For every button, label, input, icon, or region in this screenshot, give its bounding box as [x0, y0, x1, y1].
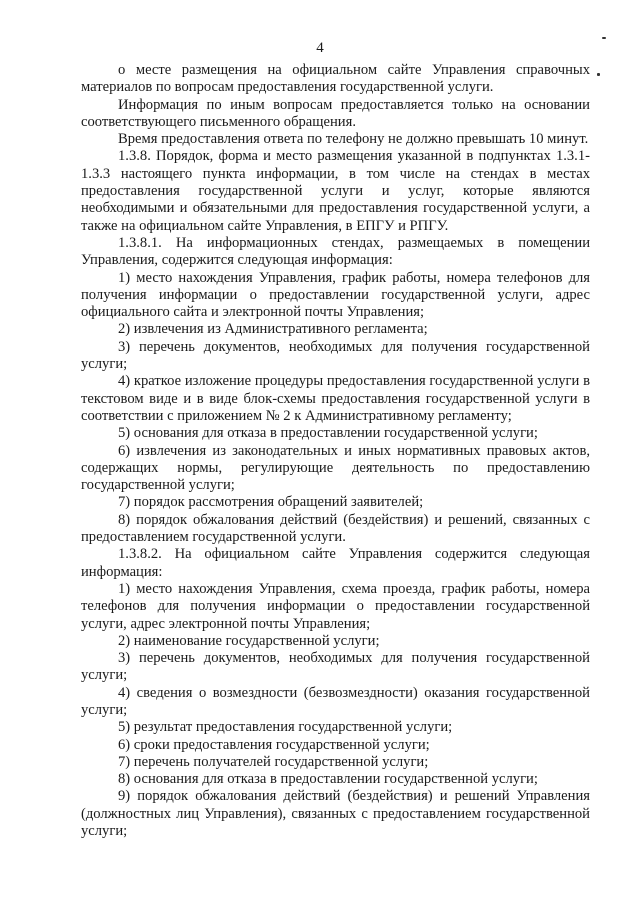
list-item: 1) место нахождения Управления, график работы, номера телефонов для получения информации о предоставлении государственной услуги, адрес официального сайта и электронной почты Управления; [81, 269, 590, 321]
paragraph: 1.3.8.2. На официальном сайте Управления содержится следующая информация: [81, 546, 590, 580]
list-item: 8) порядок обжалования действий (бездействия) и решений, связанных с предоставлением государственной услуги. [81, 511, 590, 546]
list-item: 8) основания для отказа в предоставлении государственной услуги; [118, 771, 538, 788]
list-item: 4) краткое изложение процедуры предоставления государственной услуги в текстовом виде и в виде блок-схемы предоставления государственной услуги в соответствии с приложением № 2 к Административному регламенту; [81, 373, 590, 424]
scan-mark [602, 37, 606, 39]
list-item: 6) извлечения из законодательных и иных нормативных правовых актов, содержащих нормы, регулирующие деятельность по предоставлению государственной услуги; [81, 442, 590, 494]
scan-mark [597, 73, 600, 76]
list-item: 1) место нахождения Управления, схема проезда, график работы, номера телефонов для получения информации о предоставлении государственной услуги, адрес электронной почты Управления; [81, 580, 590, 632]
list-item: 2) наименование государственной услуги; [118, 632, 380, 649]
list-item: 7) перечень получателей государственной услуги; [118, 753, 429, 770]
paragraph: 1.3.8.1. На информационных стендах, размещаемых в помещении Управления, содержится следующая информация: [81, 234, 590, 269]
page-number: 4 [316, 40, 324, 56]
list-item: 5) результат предоставления государственной услуги; [118, 719, 453, 736]
list-item: 5) основания для отказа в предоставлении государственной услуги; [118, 425, 538, 442]
list-item: 4) сведения о возмездности (безвозмездности) оказания государственной услуги; [81, 684, 590, 718]
paragraph: 1.3.8. Порядок, форма и место размещения указанной в подпунктах 1.3.1-1.3.3 настоящего пункта информации, в том числе на стендах в местах предоставления государственной услуги и услуг, которые являются необходимыми и обязательными для предоставления государственной услуги, а также на официальном сайте Управления, в ЕПГУ и РПГУ. [81, 148, 590, 234]
list-item: 3) перечень документов, необходимых для получения государственной услуги; [81, 338, 590, 373]
list-item: 9) порядок обжалования действий (бездействия) и решений Управления (должностных лиц Управления), связанных с предоставлением государственной услуги; [81, 788, 590, 840]
paragraph: о месте размещения на официальном сайте Управления справочных материалов по вопросам предоставления государственной услуги. [81, 62, 590, 96]
paragraph: Время предоставления ответа по телефону не должно превышать 10 минут. [118, 131, 589, 148]
list-item: 3) перечень документов, необходимых для получения государственной услуги; [81, 650, 590, 684]
list-item: 2) извлечения из Административного регламента; [118, 321, 428, 338]
list-item: 6) сроки предоставления государственной услуги; [118, 736, 430, 753]
paragraph: Информация по иным вопросам предоставляется только на основании соответствующего письменного обращения. [81, 96, 590, 130]
document-body [81, 62, 590, 840]
list-item: 7) порядок рассмотрения обращений заявителей; [118, 494, 424, 511]
